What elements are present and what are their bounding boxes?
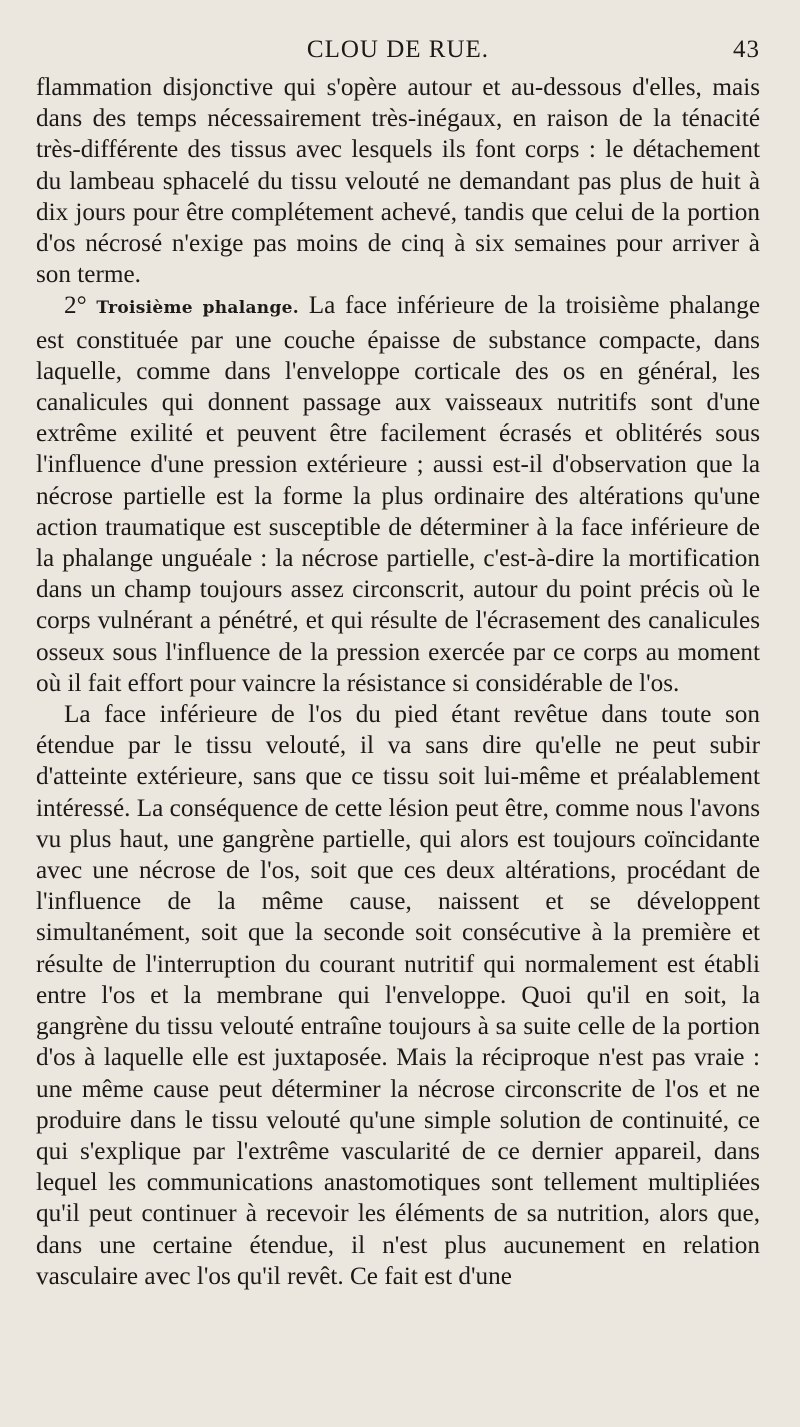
body-text bbox=[36, 72, 760, 1292]
section-heading: Troisième phalange. bbox=[96, 298, 299, 319]
page-number: 43 bbox=[733, 36, 760, 63]
running-head bbox=[36, 28, 760, 72]
paragraph-continued: flammation disjonctive qui s'opère autour et au-dessous d'elles, mais dans des temps nécessairement très-inégaux, en raison de la ténacité très-différente des tissus avec lesquels ils font corps : le détachement du lambeau sphacelé du tissu velouté ne demandant pas plus de huit à dix jours pour être complétement achevé, tandis que celui de la portion d'os nécrosé n'exige pas moins de cinq à six semaines pour arriver à son terme. bbox=[36, 74, 760, 289]
paragraph-third-phalanx bbox=[36, 290, 760, 699]
paragraph-velvety-tissue: La face inférieure de l'os du pied étant revêtue dans toute son étendue par le tissu velouté, il va sans dire qu'elle ne peut subir d'atteinte extérieure, sans que ce tissu soit lui-même et préalablement intéressé. La conséquence de cette lésion peut être, comme nous l'avons vu plus haut, une gangrène partielle, qui alors est toujours coïncidante avec une nécrose de l'os, soit que ces deux altérations, procédant de l'influence de la même cause, naissent et se développent simultanément, soit que la seconde soit consécutive à la première et résulte de l'interruption du courant nutritif qui normalement est établi entre l'os et la membrane qui l'enveloppe. Quoi qu'il en soit, la gangrène du tissu velouté entraîne toujours à sa suite celle de la portion d'os à laquelle elle est juxtaposée. Mais la réciproque n'est pas vraie : une même cause peut déterminer la nécrose circonscrite de l'os et ne produire dans le tissu velouté qu'une simple solution de continuité, ce qui s'explique par l'extrême vascularité de ce dernier appareil, dans lequel les communications anastomotiques sont tellement multipliées qu'il peut continuer à recevoir les éléments de sa nutrition, alors que, dans une certaine étendue, il n'est plus aucunement en relation vasculaire avec l'os qu'il revêt. Ce fait est d'une bbox=[36, 701, 760, 1290]
running-title: CLOU DE RUE. bbox=[306, 36, 490, 63]
section-number: 2° bbox=[64, 292, 87, 320]
paragraph-text: La face inférieure de la troisième phalange est constituée par une couche épaisse de substance compacte, dans laquelle, comme dans l'enveloppe corticale des os en général, les canalicules qui donnent passage aux vaisseaux nutritifs sont d'une extrême exilité et peuvent être facilement écrasés et oblitérés sous l'influence d'une pression extérieure ; aussi est-il d'observation que la nécrose partielle est la forme la plus ordinaire des altérations qu'une action traumatique est susceptible de déterminer à la face inférieure de la phalange unguéale : la nécrose partielle, c'est-à-dire la mortification dans un champ toujours assez circonscrit, autour du point précis où le corps vulnérant a pénétré, et qui résulte de l'écrasement des canalicules osseux sous l'influence de la pression exercée par ce corps au moment où il fait effort pour vaincre la résistance si considérable de l'os. bbox=[36, 292, 761, 697]
